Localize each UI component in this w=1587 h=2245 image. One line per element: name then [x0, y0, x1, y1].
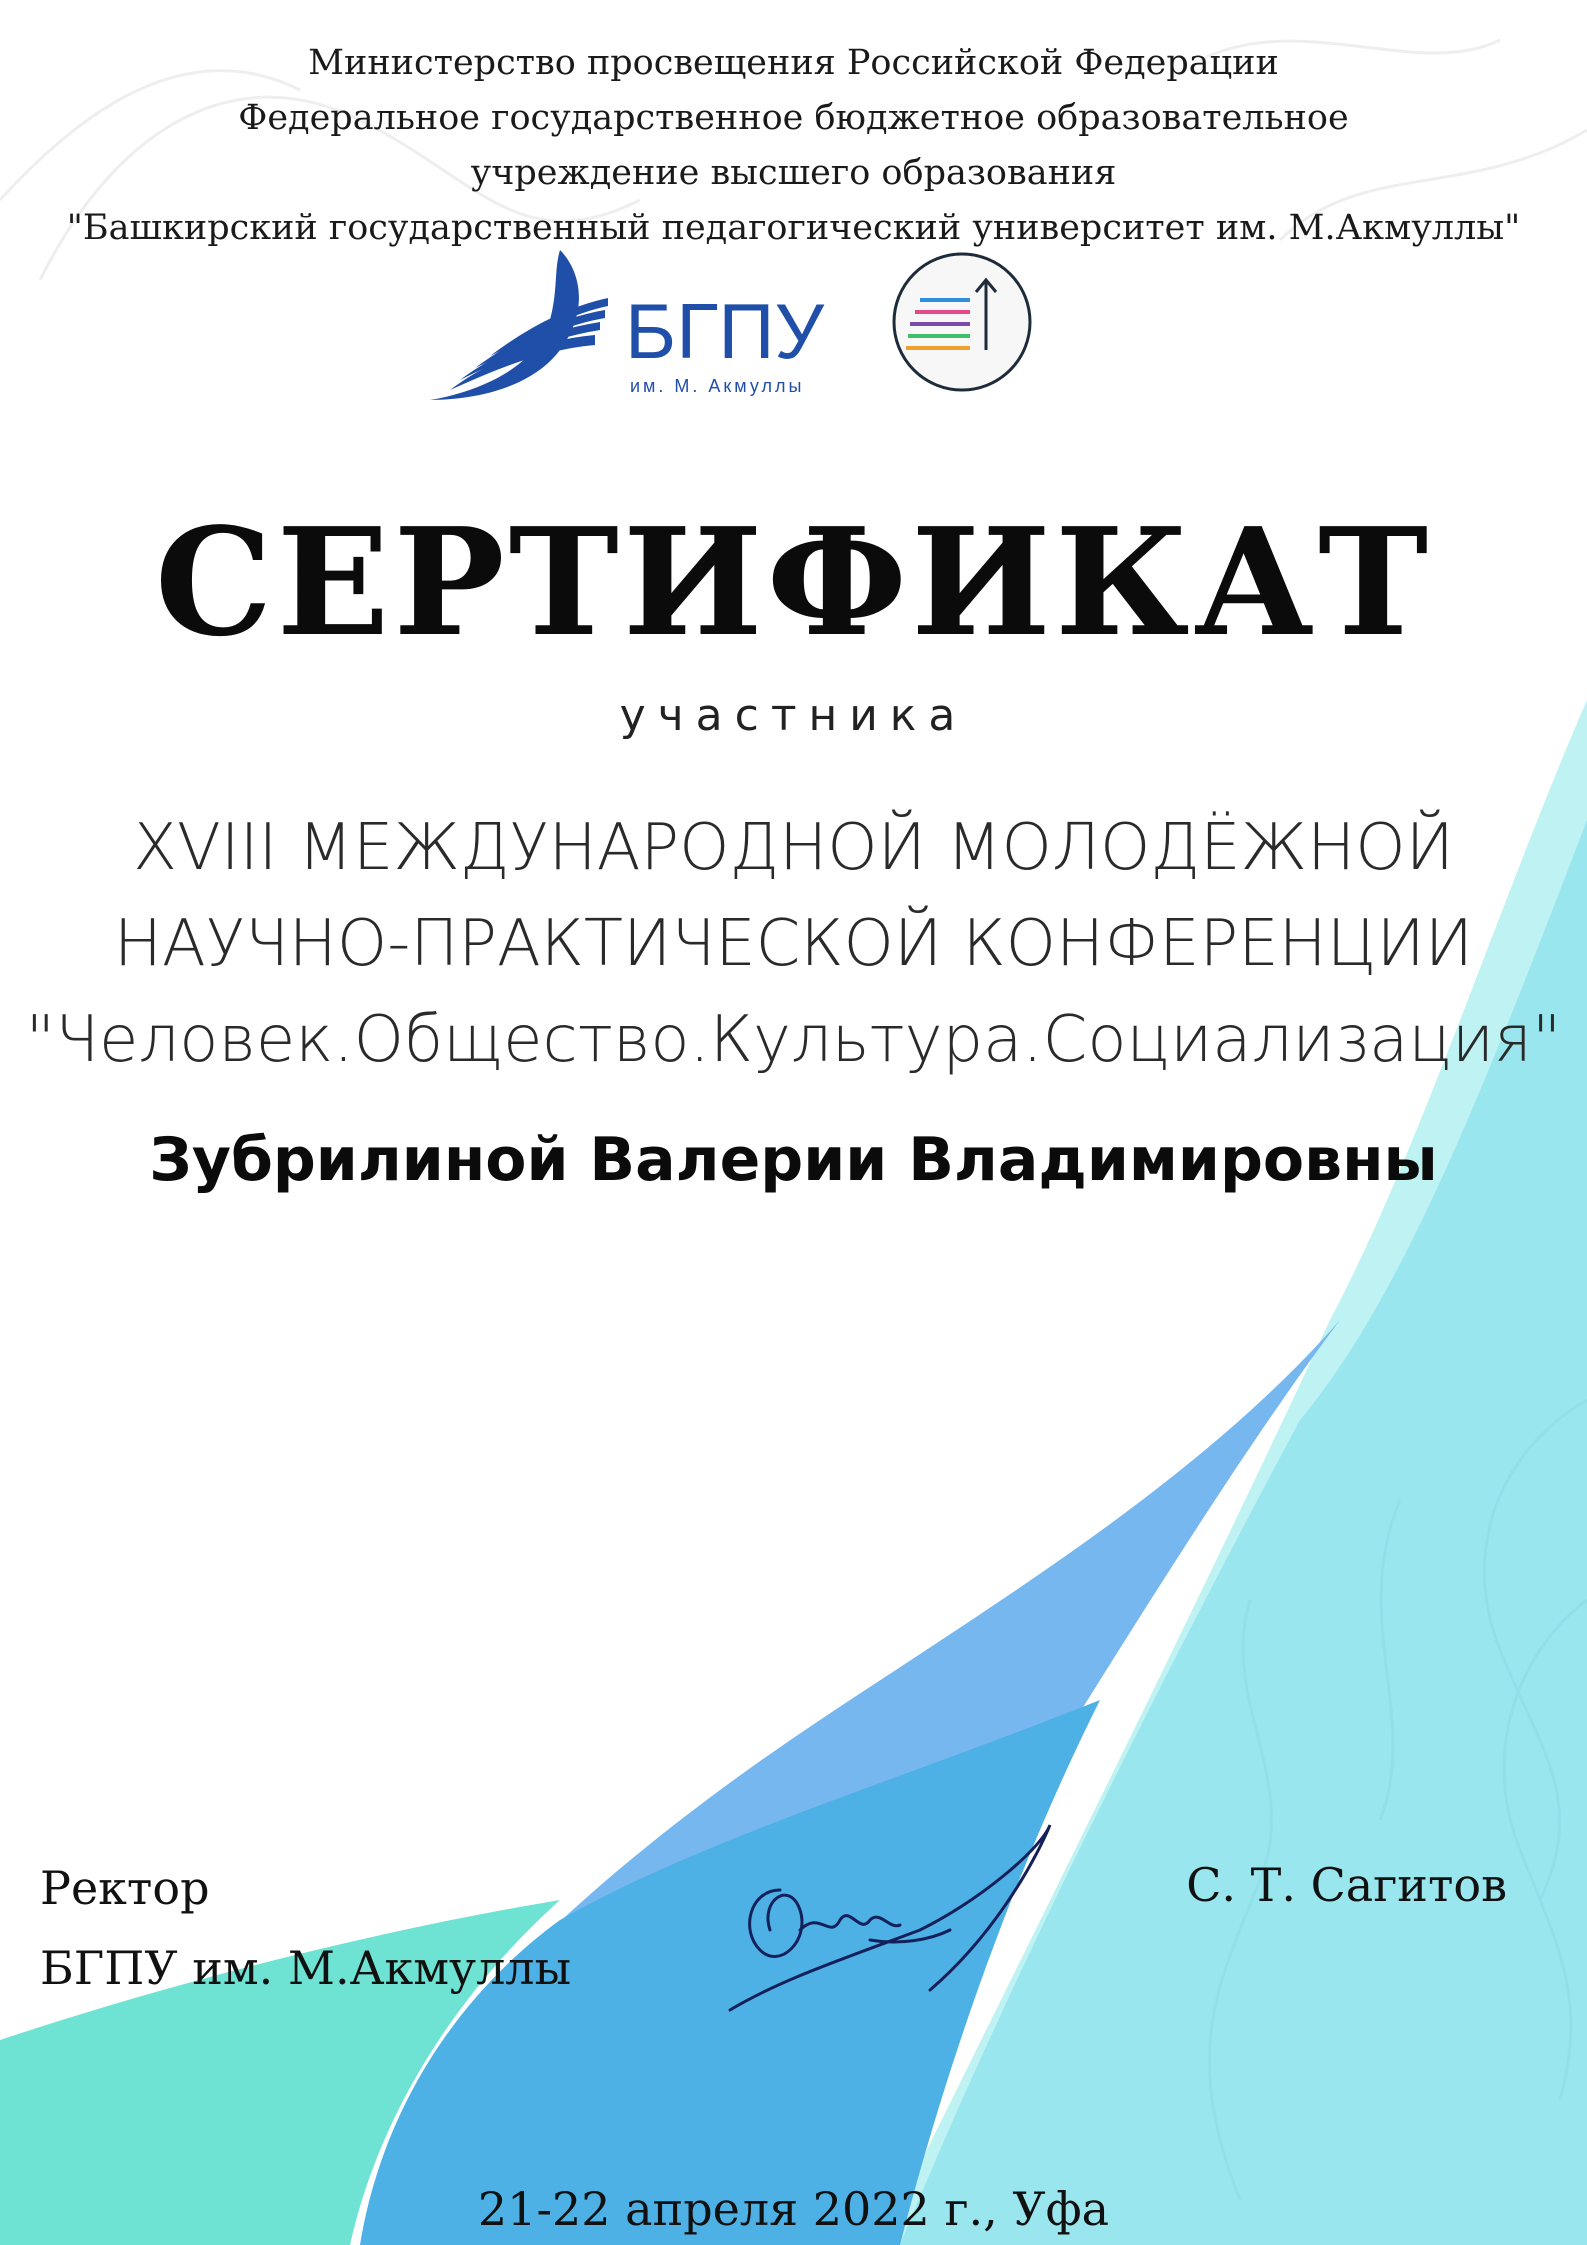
ministry-header — [0, 36, 1587, 256]
ministry-line: Министерство просвещения Российской Федерации — [308, 43, 1279, 83]
date-place: 21-22 апреля 2022 г., Уфа — [477, 2182, 1110, 2236]
conference-line: НАУЧНО-ПРАКТИЧЕСКОЙ КОНФЕРЕНЦИИ — [113, 907, 1474, 981]
rector-university: БГПУ им. М.Акмуллы — [40, 1941, 572, 1995]
ministry-line: Федеральное государственное бюджетное образовательное — [238, 98, 1349, 138]
ministry-line: "Башкирский государственный педагогический университет им. М.Акмуллы" — [66, 208, 1521, 248]
logo-text: БГПУ — [625, 287, 825, 375]
conference-emblem-icon — [894, 254, 1030, 390]
certificate-subtitle: участника — [619, 690, 968, 741]
conference-line: XVIII МЕЖДУНАРОДНОЙ МОЛОДЁЖНОЙ — [133, 811, 1454, 885]
rector-position: Ректор — [40, 1861, 210, 1915]
logos — [430, 240, 1070, 410]
conference-line: "Человек.Общество.Культура.Социализация" — [25, 1003, 1562, 1077]
ministry-line: учреждение высшего образования — [470, 153, 1117, 193]
bgpu-logo — [430, 240, 1070, 410]
signer-name: С. Т. Сагитов — [1186, 1858, 1507, 1912]
signature — [720, 1810, 1070, 2020]
conference-name — [0, 800, 1587, 1088]
certificate-title: СЕРТИФИКАТ — [154, 495, 1433, 669]
swoosh-icon — [430, 250, 608, 400]
recipient-name: Зубрилиной Валерии Владимировны — [149, 1125, 1438, 1195]
logo-subtext: им. М. Акмуллы — [630, 376, 805, 396]
rector-title — [40, 1848, 571, 2008]
